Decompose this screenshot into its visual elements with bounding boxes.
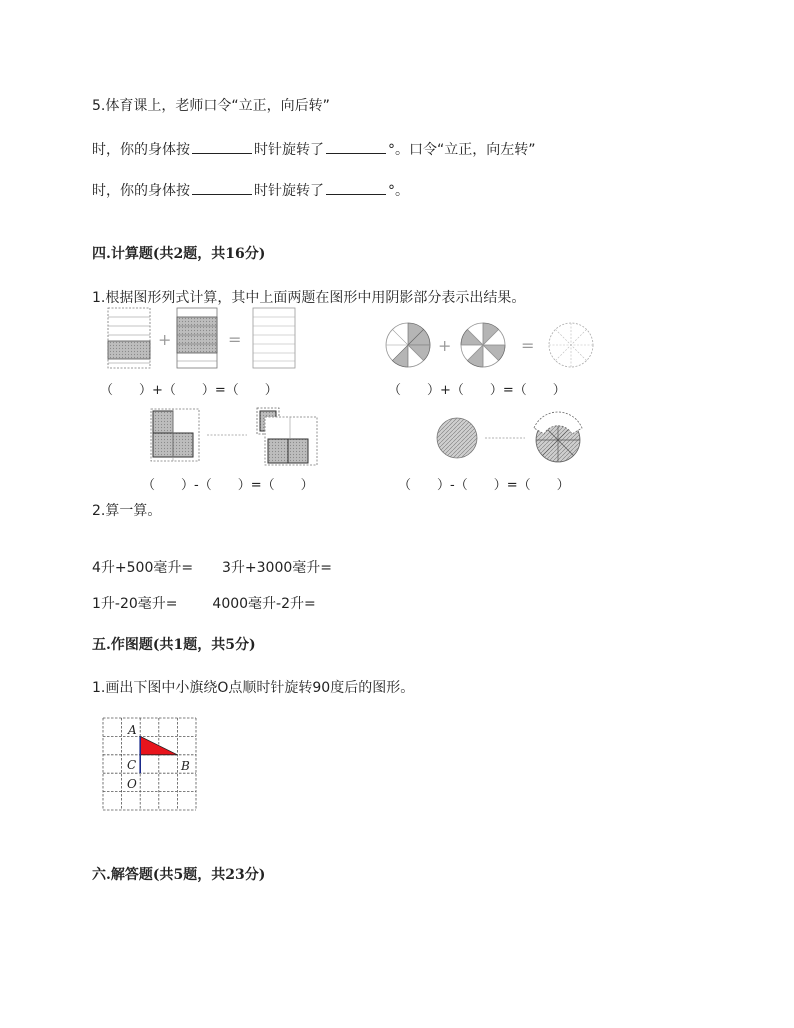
square-2: [257, 408, 317, 465]
calc-2b: 4000毫升-2升=: [212, 596, 316, 612]
square-1: [151, 409, 199, 461]
circle-3: [549, 323, 593, 367]
q5-line2-text-c: °。口令“立正，向左转”: [388, 142, 536, 158]
section6-title: 六.解答题(共5题，共23分): [92, 867, 266, 883]
section5-q1: 1.画出下图中小旗绕O点顺时针旋转90度后的图形。: [92, 680, 415, 696]
circle-subtraction-figure: [430, 410, 610, 470]
square-subtraction-figure: [145, 405, 325, 470]
answer-blank[interactable]: [326, 180, 386, 195]
calc-row-2: [92, 593, 316, 613]
section5-title: 五.作图题(共1题，共5分): [92, 637, 256, 653]
strip-addition-figure: [100, 305, 310, 375]
plus-sign: +: [158, 330, 172, 349]
circle-full: [437, 418, 477, 458]
label-b: B: [181, 759, 190, 773]
section4-title: 四.计算题(共2题，共16分): [92, 246, 266, 262]
q5-line2: [92, 139, 536, 159]
q5-line3-text-b: 时针旋转了: [254, 183, 324, 199]
flag-grid-figure: [100, 714, 200, 814]
calc-row-1: [92, 557, 332, 577]
q5-line2-text-b: 时针旋转了: [254, 142, 324, 158]
section4-q2: 2.算一算。: [92, 503, 162, 519]
answer-parens-sub-1[interactable]: （ ）-（ ）=（ ）: [142, 478, 314, 493]
q5-line3-text-c: °。: [388, 183, 409, 199]
strip-1: [108, 308, 150, 368]
answer-blank[interactable]: [192, 139, 252, 154]
q5-line1: 5.体育课上，老师口令“立正，向后转”: [92, 98, 330, 114]
q5-line3-text-a: 时，你的身体按: [92, 183, 190, 199]
circle-addition-figure: [383, 318, 603, 373]
strip-2: [177, 308, 217, 368]
q5-line2-text-a: 时，你的身体按: [92, 142, 190, 158]
answer-parens-sub-2[interactable]: （ ）-（ ）=（ ）: [398, 478, 570, 493]
q5-line3: [92, 180, 409, 200]
plus-sign: +: [438, 336, 452, 355]
label-o: O: [127, 777, 137, 791]
label-c: C: [127, 758, 137, 772]
calc-1b: 3升+3000毫升=: [222, 560, 332, 576]
answer-blank[interactable]: [192, 180, 252, 195]
strip-3: [253, 308, 295, 368]
equals-sign: =: [228, 330, 242, 349]
calc-1a: 4升+500毫升=: [92, 560, 194, 576]
label-a: A: [128, 723, 137, 737]
answer-parens-add-1[interactable]: （ ）+（ ）=（ ）: [100, 383, 278, 398]
section4-q1: 1.根据图形列式计算，其中上面两题在图形中用阴影部分表示出结果。: [92, 290, 526, 306]
circle-cut: [534, 412, 582, 462]
answer-blank[interactable]: [326, 139, 386, 154]
answer-parens-add-2[interactable]: （ ）+（ ）=（ ）: [388, 383, 566, 398]
circle-1: [386, 323, 430, 367]
circle-2: [461, 323, 505, 367]
equals-sign: =: [521, 336, 535, 355]
calc-2a: 1升-20毫升=: [92, 596, 178, 612]
